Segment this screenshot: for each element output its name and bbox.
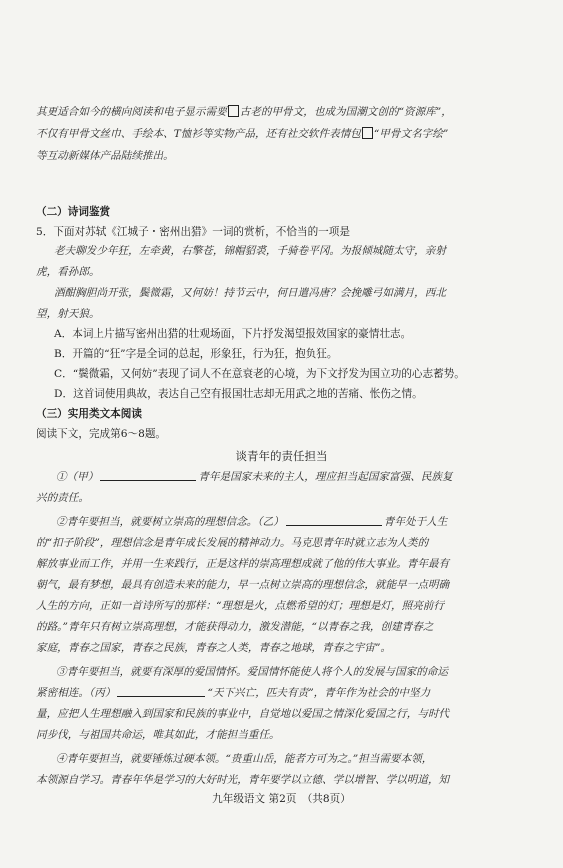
fill-blank — [286, 515, 382, 526]
text-line: 其更适合如今的横向阅读和电子显示需要 古老的甲骨文，也成为国潮文创的“资源库”， — [36, 106, 452, 118]
text-line: 的路。”青年只有树立崇高理想，才能获得动力，激发潜能，“以青春之我，创建青春之 — [36, 621, 434, 633]
text-line: 不仅有甲骨文丝巾、手绘本、T恤衫等实物产品，还有社交软件表情包 “甲骨文名字绘” — [36, 128, 449, 140]
answer-box — [362, 127, 373, 139]
poem-line: 酒酣胸胆尚开张，鬓微霜，又何妨！持节云中，何日遣冯唐？会挽雕弓如满月，西北 — [54, 287, 446, 299]
text-line: ①（甲） 青年是国家未来的主人，理应担当起国家富强、民族复 — [56, 471, 453, 483]
text-line: 的“扣子阶段”，理想信念是青年成长发展的精神动力。马克思青年时就立志为人类的 — [36, 537, 429, 549]
text-line: 家庭，青春之国家，青春之民族，青春之人类，青春之地球，青春之宇宙”。 — [36, 642, 392, 654]
text-line: 人生的方向，正如一首诗所写的那样：“理想是火，点燃希望的灯；理想是灯，照亮前行 — [36, 600, 444, 612]
answer-option: C．“鬓微霜，又何妨”表现了词人不在意衰老的心境，为下文抒发为国立功的心志蓄势。 — [54, 368, 465, 380]
page-footer: 九年级语文 第2页 （共8页） — [212, 793, 351, 805]
text-line: 同步伐，与祖国共命运，唯其如此，才能担当重任。 — [36, 729, 280, 741]
article-title: 谈青年的责任担当 — [235, 449, 328, 463]
section-heading: （二）诗词鉴赏 — [36, 206, 111, 218]
answer-option: A．本词上片描写密州出猎的壮观场面，下片抒发渴望报效国家的豪情壮志。 — [54, 328, 412, 340]
section-heading: （三）实用类文本阅读 — [36, 408, 142, 420]
text-line: 量，应把人生理想融入到国家和民族的事业中，自觉地以爱国之情深化爱国之行，与时代 — [36, 708, 450, 720]
question-5: 5．下面对苏轼《江城子・密州出猎》一词的赏析，不恰当的一项是 — [36, 226, 350, 238]
answer-option: B．开篇的“狂”字是全词的总起，形象狂，行为狂，抱负狂。 — [54, 348, 338, 360]
reading-instruction: 阅读下文，完成第6～8题。 — [36, 428, 167, 440]
fill-blank — [100, 470, 196, 481]
poem-line: 老夫聊发少年狂，左牵黄，右擎苍，锦帽貂裘，千骑卷平冈。为报倾城随太守，亲射 — [54, 245, 446, 257]
answer-option: D．这首词使用典故，表达自己空有报国壮志却无用武之地的苦痛、怅伤之情。 — [54, 388, 423, 400]
answer-box — [228, 105, 239, 117]
text-line: 朝气，最有梦想，最具有创造未来的能力，早一点树立崇高的理想信念，就能早一点明确 — [36, 579, 450, 591]
text-line: 紧密相连。（丙） “天下兴亡，匹夫有责”，青年作为社会的中坚力 — [36, 687, 431, 699]
text-line: ②青年要担当，就要树立崇高的理想信念。（乙） 青年处于人生 — [56, 516, 448, 528]
text-line: 本领源自学习。青春年华是学习的大好时光，青年要学以立德、学以增智、学以明道，知 — [36, 774, 450, 786]
poem-line: 虎，看孙郎。 — [36, 266, 100, 278]
fill-blank — [117, 686, 205, 697]
text-line: 解放事业而工作，并用一生来践行，正是这样的崇高理想成就了他的伟大事业。青年最有 — [36, 558, 450, 570]
text-line: 兴的责任。 — [36, 492, 89, 504]
text-line: ③青年要担当，就要有深厚的爱国情怀。爱国情怀能使人将个人的发展与国家的命运 — [56, 666, 448, 678]
text-line: 等互动新媒体产品陆续推出。 — [36, 150, 174, 162]
poem-line: 望，射天狼。 — [36, 308, 100, 320]
text-line: ④青年要担当，就要锤炼过硬本领。“贵重山岳，能者方可为之。”担当需要本领， — [56, 753, 433, 765]
